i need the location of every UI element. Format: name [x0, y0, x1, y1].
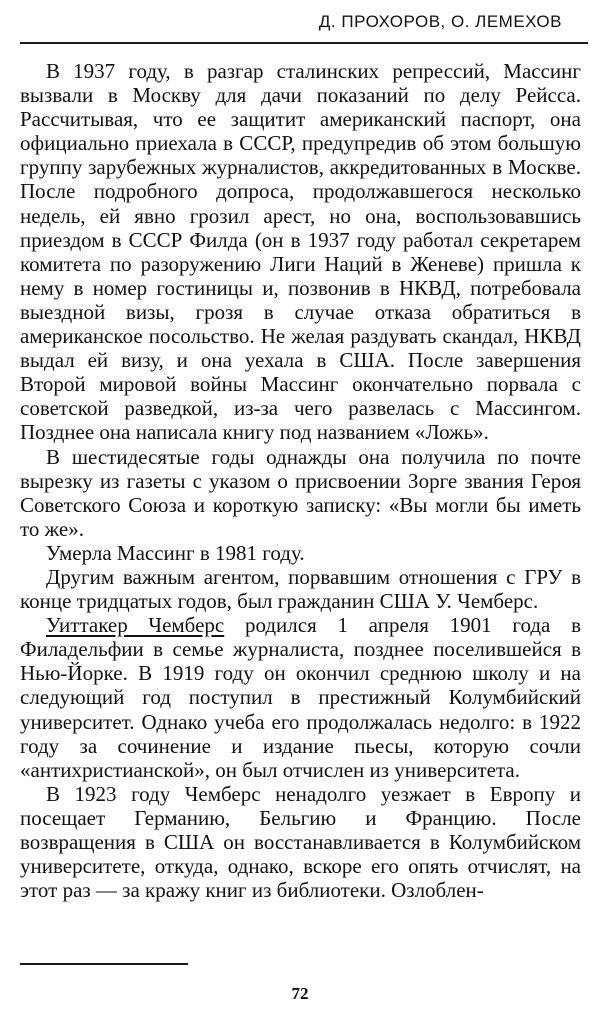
underlined-name: Уиттакер Чемберс — [46, 613, 225, 638]
paragraph-6: В 1923 году Чемберс ненадолго уезжает в Европу и посещает Германию, Бельгию и Францию. После возвращения в США он восстанавливается в Колумбийском университете, откуда, однако, вскоре его опять отчислят, на этот раз — за кражу книг из библиотеки. Озлоблен- — [20, 781, 581, 903]
paragraph-2: В шестидесятые годы однажды она получила по почте вырезку из газеты с указом о присвоении Зорге звания Героя Советского Союза и короткую записку: «Вы могли бы иметь то же». — [20, 444, 581, 541]
paragraph-5-text: родился 1 апреля 1901 года в Филадельфии в семье журналиста, позднее поселившейся в Нью-Йорке. В 1919 году он окончил среднюю школу и на следующий год поступил в престижный Колумбийский университет. Однако учеба его продолжалась недолго: в 1922 году за сочинение и издание пьесы, которую сочли «антихристианской», он был отчислен из университета. — [20, 613, 581, 782]
body-text — [20, 59, 581, 902]
paragraph-5 — [20, 613, 581, 782]
footer-rule — [20, 963, 188, 965]
paragraph-1: В 1937 году, в разгар сталинских репрессий, Массинг вызвали в Москву для дачи показаний по делу Рейсса. Рассчитывая, что ее защитит американский паспорт, она официально приехала в СССР, предупредив об этом большую группу зарубежных журналистов, аккредитованных в Москве. После подробного допроса, продолжавшегося несколько недель, ей явно грозил арест, но она, воспользовавшись приездом в СССР Филда (он в 1937 году работал секретарем комитета по разоружению Лиги Наций в Женеве) пришла к нему в номер гостиницы и, позвонив в НКВД, потребовала выездной визы, грозя в случае отказа обратиться в американское посольство. Не желая раздувать скандал, НКВД выдал ей визу, и она уехала в США. После завершения Второй мировой войны Массинг окончательно порвала с советской разведкой, из-за чего развелась с Массингом. Позднее она написала книгу под названием «Ложь». — [20, 59, 581, 445]
header-rule — [20, 42, 588, 44]
paragraph-3: Умерла Массинг в 1981 году. — [46, 540, 305, 565]
page-number: 72 — [291, 984, 309, 1003]
running-head: Д. ПРОХОРОВ, О. ЛЕМЕХОВ — [318, 12, 562, 31]
paragraph-4: Другим важным агентом, порвавшим отношения с ГРУ в конце тридцатых годов, был гражданин США У. Чемберс. — [20, 564, 581, 614]
